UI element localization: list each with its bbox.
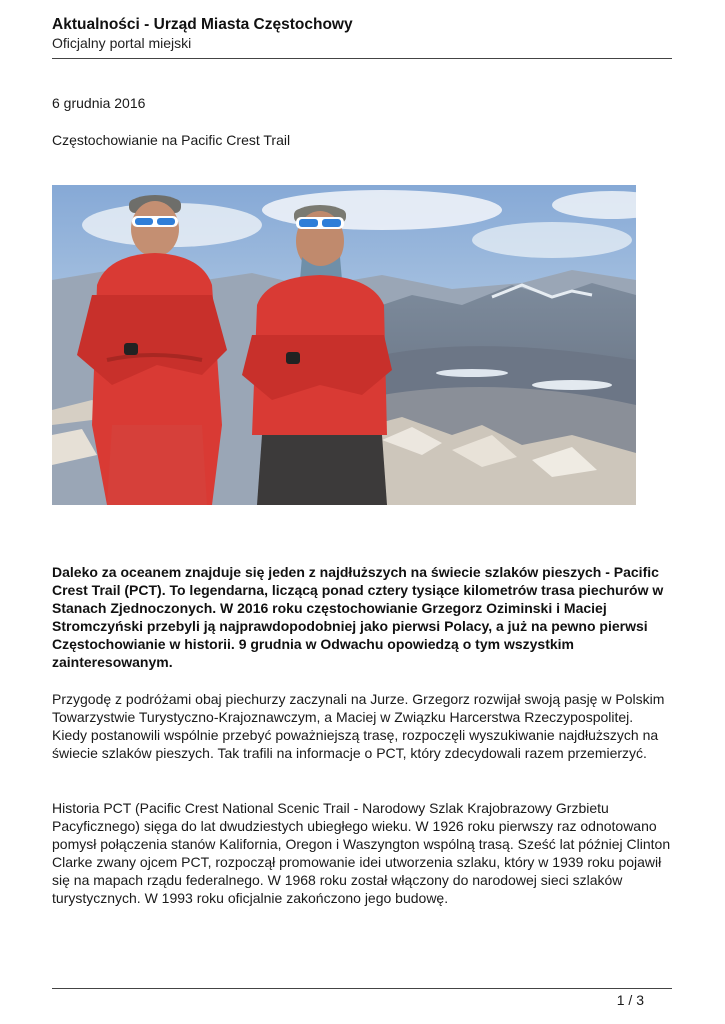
- article-title: Częstochowianie na Pacific Crest Trail: [52, 132, 291, 148]
- article-paragraph-1: Przygodę z podróżami obaj piechurzy zaczynali na Jurze. Grzegorz rozwijał swoją pasję w Polskim Towarzystwie Turystyczno-Krajoznawczym, a Maciej w Związku Harcerstwa Rzeczypospolitej. Kiedy postanowili wspólnie przebyć poważniejszą trasę, rozpoczęli wyszukiwanie najdłuższych na świecie szlaków pieszych. Tak trafili na informacje o PCT, który zdecydowali razem przemierzyć.: [52, 691, 665, 761]
- article-date: 6 grudnia 2016: [52, 95, 146, 111]
- page-header: [52, 15, 672, 52]
- article-lead: Daleko za oceanem znajduje się jeden z najdłuższych na świecie szlaków pieszych - Pacific Crest Trail (PCT). To legendarna, liczącą ponad cztery tysiące kilometrów trasa piechurów w Stanach Zjednoczonych. W 2016 roku częstochowianie Grzegorz Oziminski i Maciej Stromczyński przebyli ją najprawdopodobniej jako pierwsi Polacy, a już na pewno pierwsi Częstochowianie w historii. 9 grudnia w Odwachu opowiedzą o tym wszystkim zainteresowanym.: [52, 564, 664, 670]
- site-subtitle: Oficjalny portal miejski: [52, 35, 192, 51]
- article-photo: [52, 185, 636, 505]
- article-paragraph-2: Historia PCT (Pacific Crest National Scenic Trail - Narodowy Szlak Krajobrazowy Grzbietu Pacyficznego) sięga do lat dwudziestych ubiegłego wieku. W 1926 roku pierwszy raz odnotowano pomysł połączenia stanów Kalifornia, Oregon i Waszyngton wspólną trasą. Sześć lat później Clinton Clarke zwany ojcem PCT, rozpoczął promowanie idei utworzenia szlaku, który w 1939 roku pojawił się na mapach rządu federalnego. W 1968 roku został włączony do narodowej sieci szlaków turystycznych. W 1993 roku oficjalnie zakończono jego budowę.: [52, 800, 671, 906]
- site-title: Aktualności - Urząd Miasta Częstochowy: [52, 16, 353, 33]
- page-number: 1 / 3: [616, 992, 644, 1008]
- footer-divider: [52, 988, 672, 989]
- header-divider: [52, 58, 672, 59]
